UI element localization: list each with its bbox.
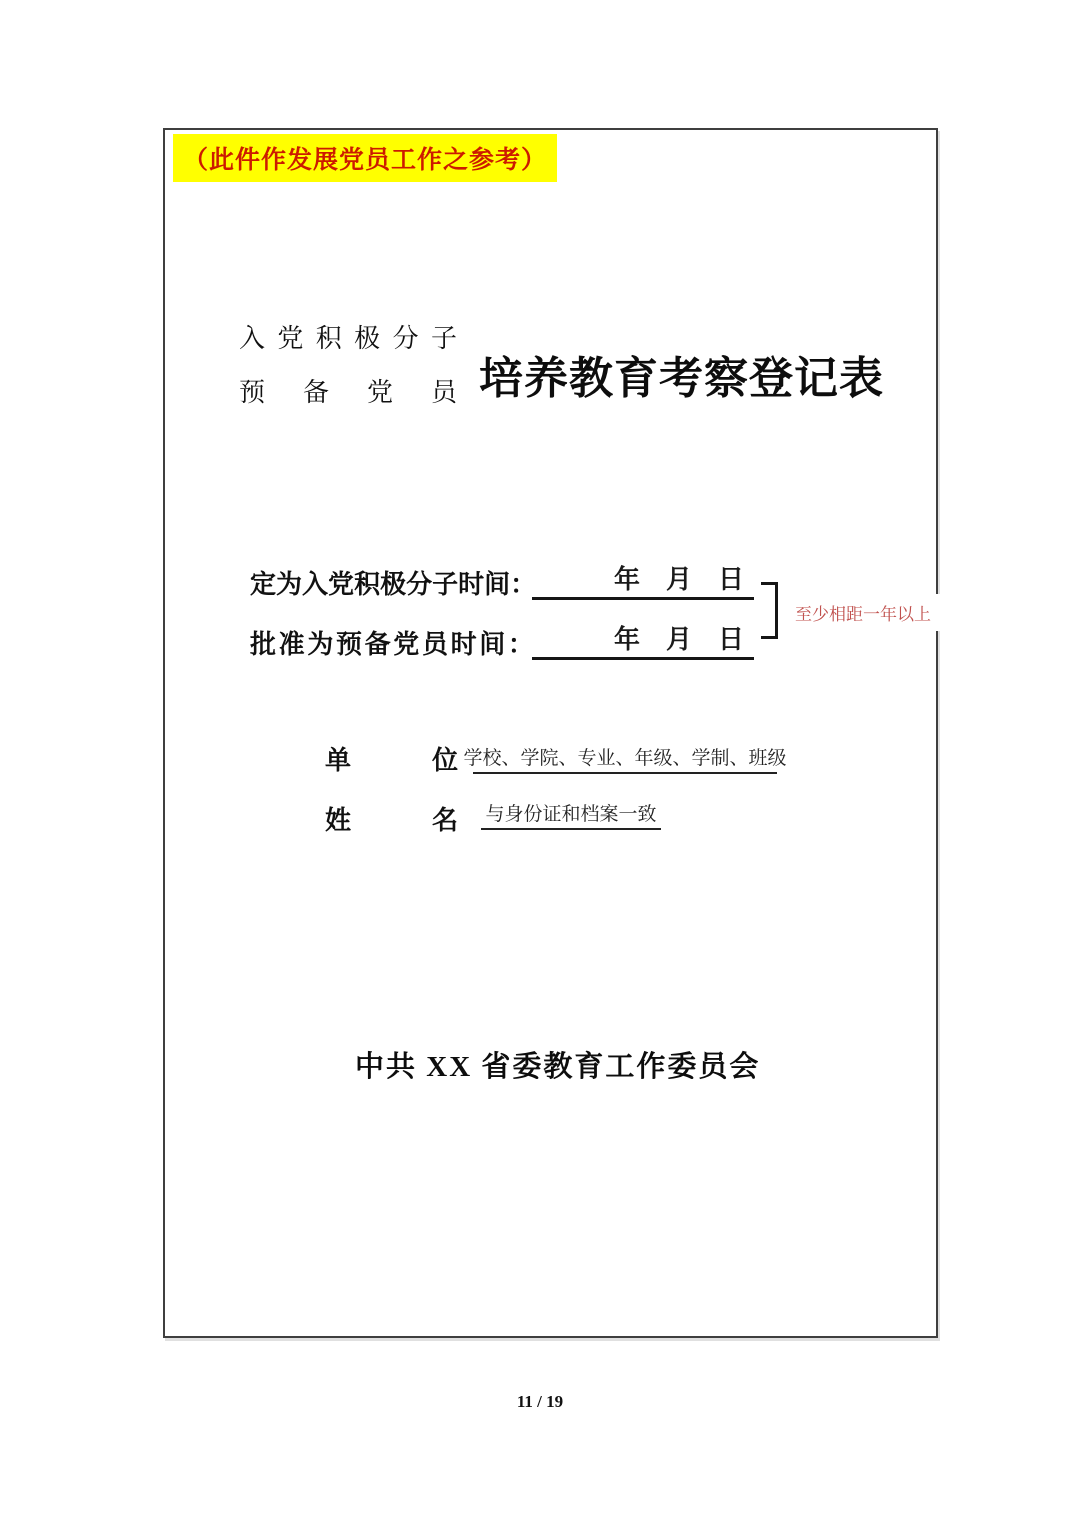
issuing-organization: 中共 XX 省委教育工作委员会: [355, 1051, 761, 1083]
page-number: 11 / 19: [516, 1392, 564, 1411]
unit-hint-value: 学校、学院、专业、年级、学制、班级: [473, 740, 777, 774]
document-page: [163, 128, 938, 1338]
subtitle-probationary: 预 备 党 员: [239, 378, 457, 407]
date-blank-probationary: [532, 623, 754, 660]
subtitle-activist: 入 党 积 极 分 子: [239, 324, 457, 353]
unit-label: 单 位: [325, 745, 458, 775]
minimum-interval-annotation: 至少相距一年以上: [789, 594, 979, 631]
year-month-day-text: 年 月 日: [613, 625, 744, 654]
name-hint-value: 与身份证和档案一致: [481, 796, 661, 830]
highlighted-note-bar: [173, 134, 557, 182]
name-label: 姓 名: [325, 805, 458, 835]
date-label-probationary-time: 批 准 为 预 备 党 员 时 间 ：: [250, 629, 534, 659]
date-label-activist-time: 定 为 入 党 积 极 分 子 时 间 ：: [250, 569, 537, 599]
grouping-bracket: [761, 582, 778, 639]
year-month-day-text: 年 月 日: [613, 565, 744, 594]
form-main-title: 培养教育考察登记表: [479, 354, 884, 403]
reference-note-text: （此件作发展党员工作之参考）: [183, 146, 548, 174]
date-blank-activist: [532, 563, 754, 600]
